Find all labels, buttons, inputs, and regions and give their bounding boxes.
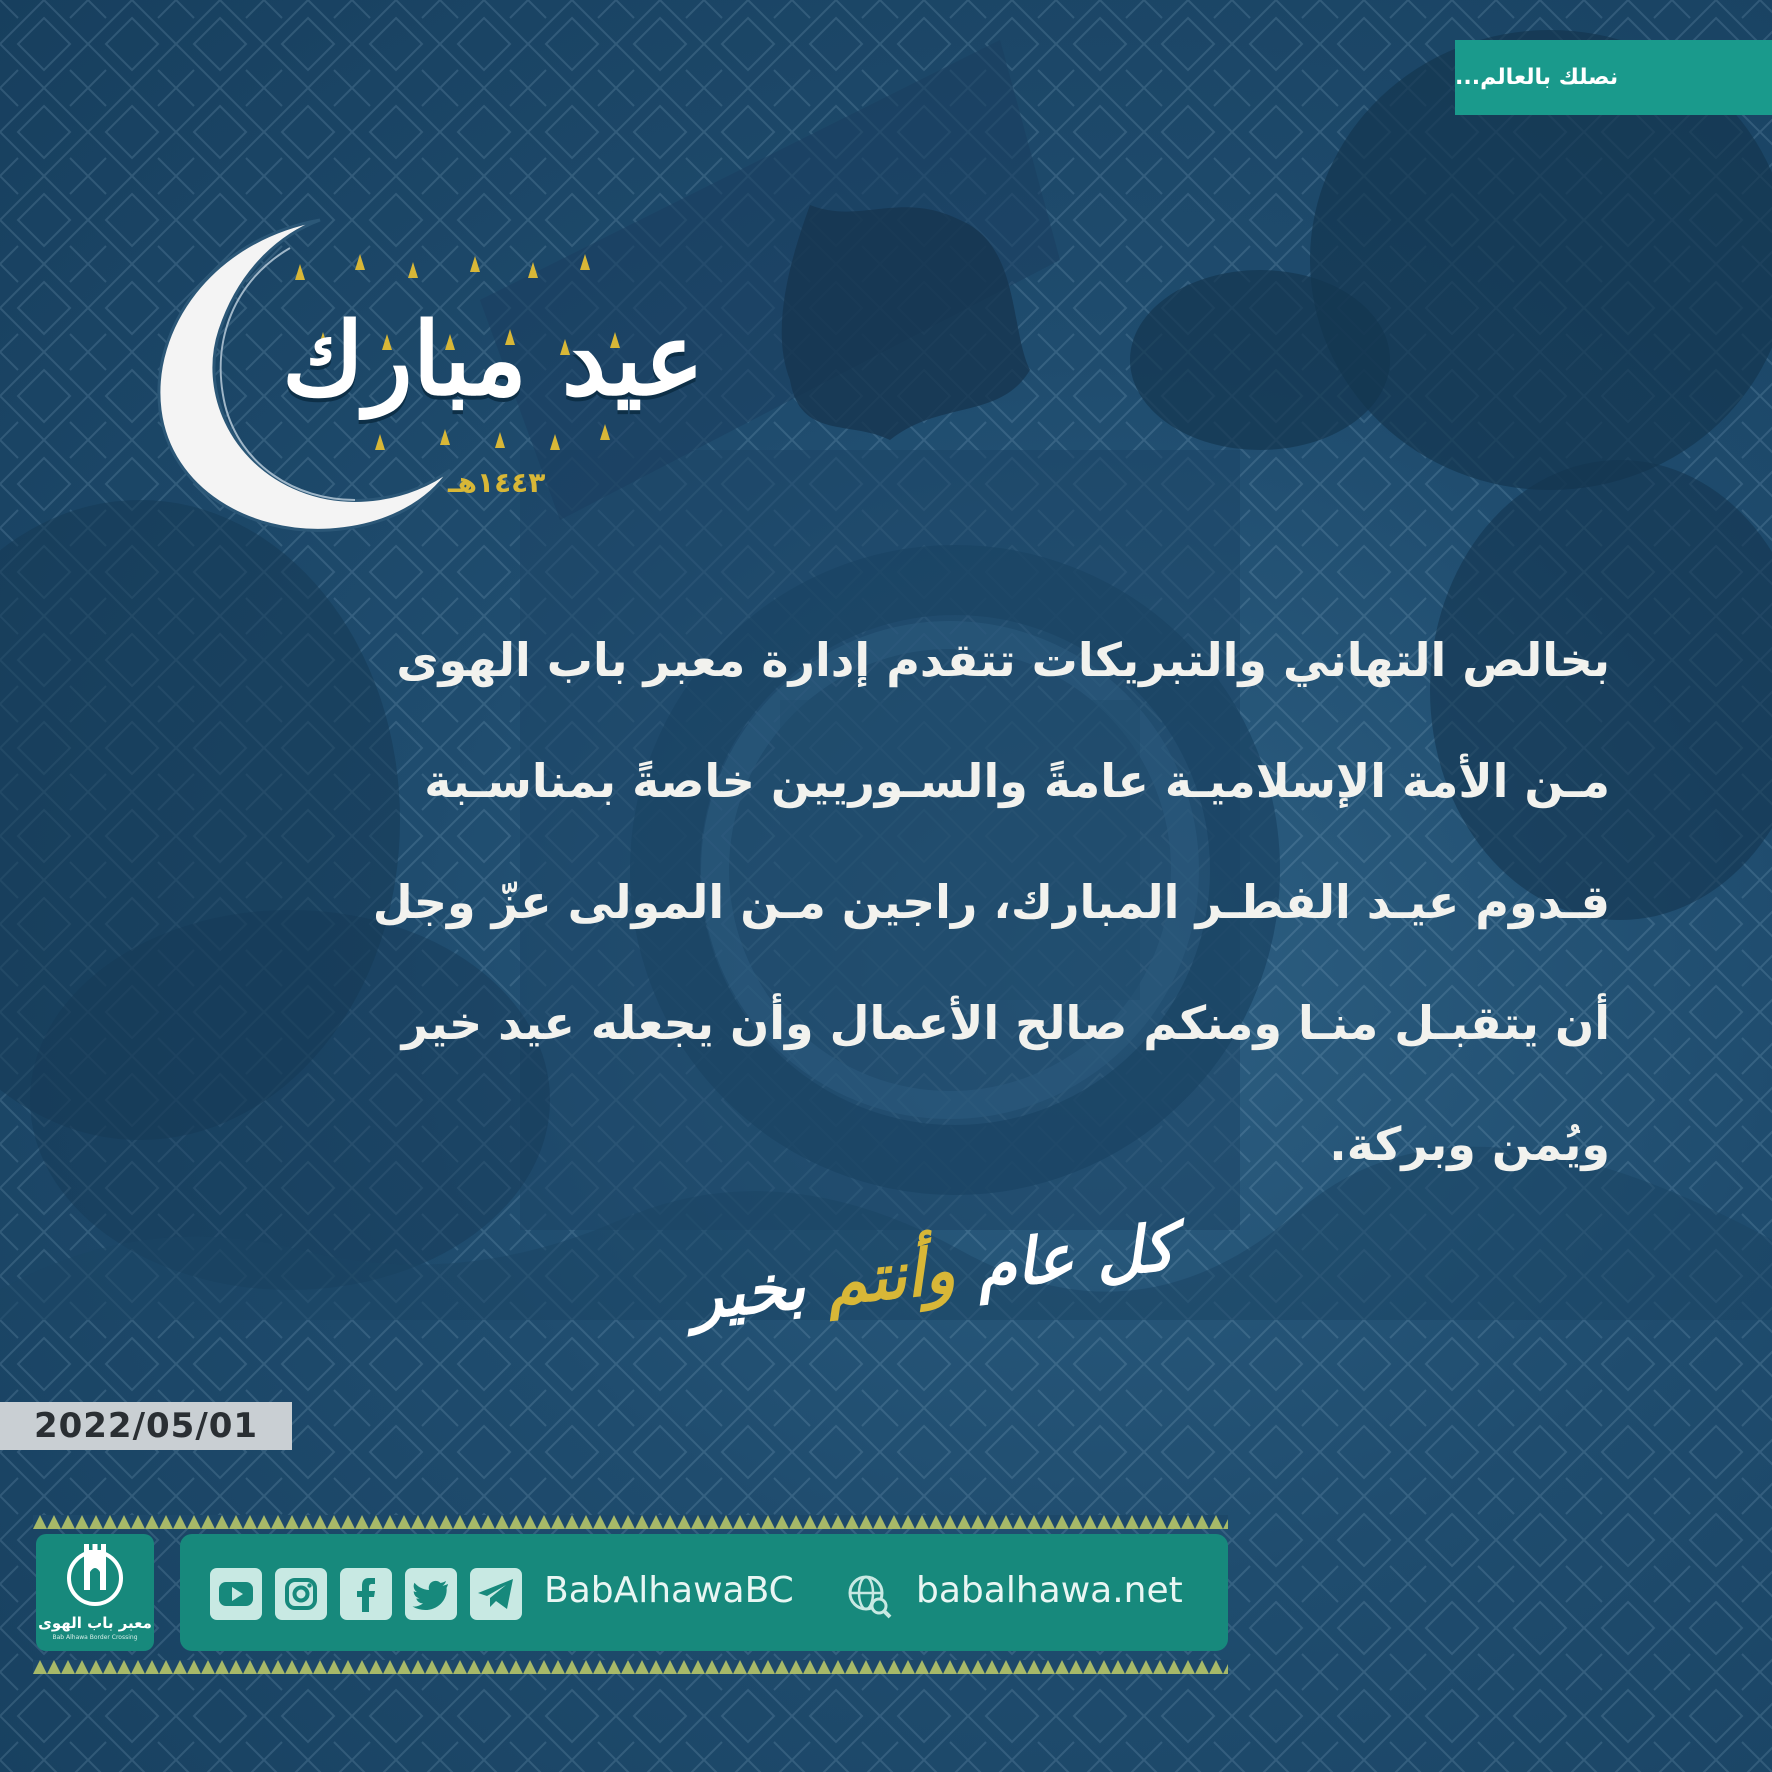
message-line: ويُمن وبركة.	[1329, 1117, 1610, 1171]
message-line: مـن الأمة الإسلاميـة عامةً والسـوريين خاصةً بمناسـبة	[424, 754, 1610, 808]
date-label: 2022/05/01	[0, 1402, 292, 1450]
greeting-message	[240, 600, 1610, 1205]
facebook-icon[interactable]	[340, 1568, 392, 1620]
decorative-strip-bottom	[33, 1660, 1228, 1674]
decorative-strip-top	[33, 1515, 1228, 1529]
closing-part-3: بخير	[687, 1248, 809, 1336]
brand-logo	[36, 1534, 154, 1651]
globe-search-icon	[843, 1570, 895, 1622]
message-line: بخالص التهاني والتبريكات تتقدم إدارة معبر باب الهوى	[396, 633, 1610, 687]
instagram-icon[interactable]	[275, 1568, 327, 1620]
youtube-icon[interactable]	[210, 1568, 262, 1620]
closing-part-1: كل عام	[972, 1209, 1178, 1306]
gate-tower-icon	[36, 1534, 154, 1614]
social-handle[interactable]: BabAlhawaBC	[544, 1570, 794, 1611]
website-link[interactable]: babalhawa.net	[916, 1570, 1183, 1611]
brand-name: معبر باب الهوى	[38, 1614, 152, 1632]
brand-subtitle: Bab Alhawa Border Crossing	[52, 1634, 138, 1641]
message-line: أن يتقبـل منـا ومنكم صالح الأعمال وأن يجعله عيد خير	[401, 996, 1610, 1050]
social-bar	[180, 1534, 1228, 1651]
telegram-icon[interactable]	[470, 1568, 522, 1620]
eid-mubarak-title: عيد مبارك	[282, 300, 705, 418]
message-line: قـدوم عيـد الفطـر المبارك، راجين مـن المولى عزّ وجل	[372, 875, 1610, 929]
twitter-icon[interactable]	[405, 1568, 457, 1620]
slogan-banner: نصلك بالعالم...	[1455, 40, 1772, 115]
closing-part-2: وأنتم	[822, 1232, 959, 1321]
hijri-year: ١٤٤٣هـ	[448, 466, 546, 499]
